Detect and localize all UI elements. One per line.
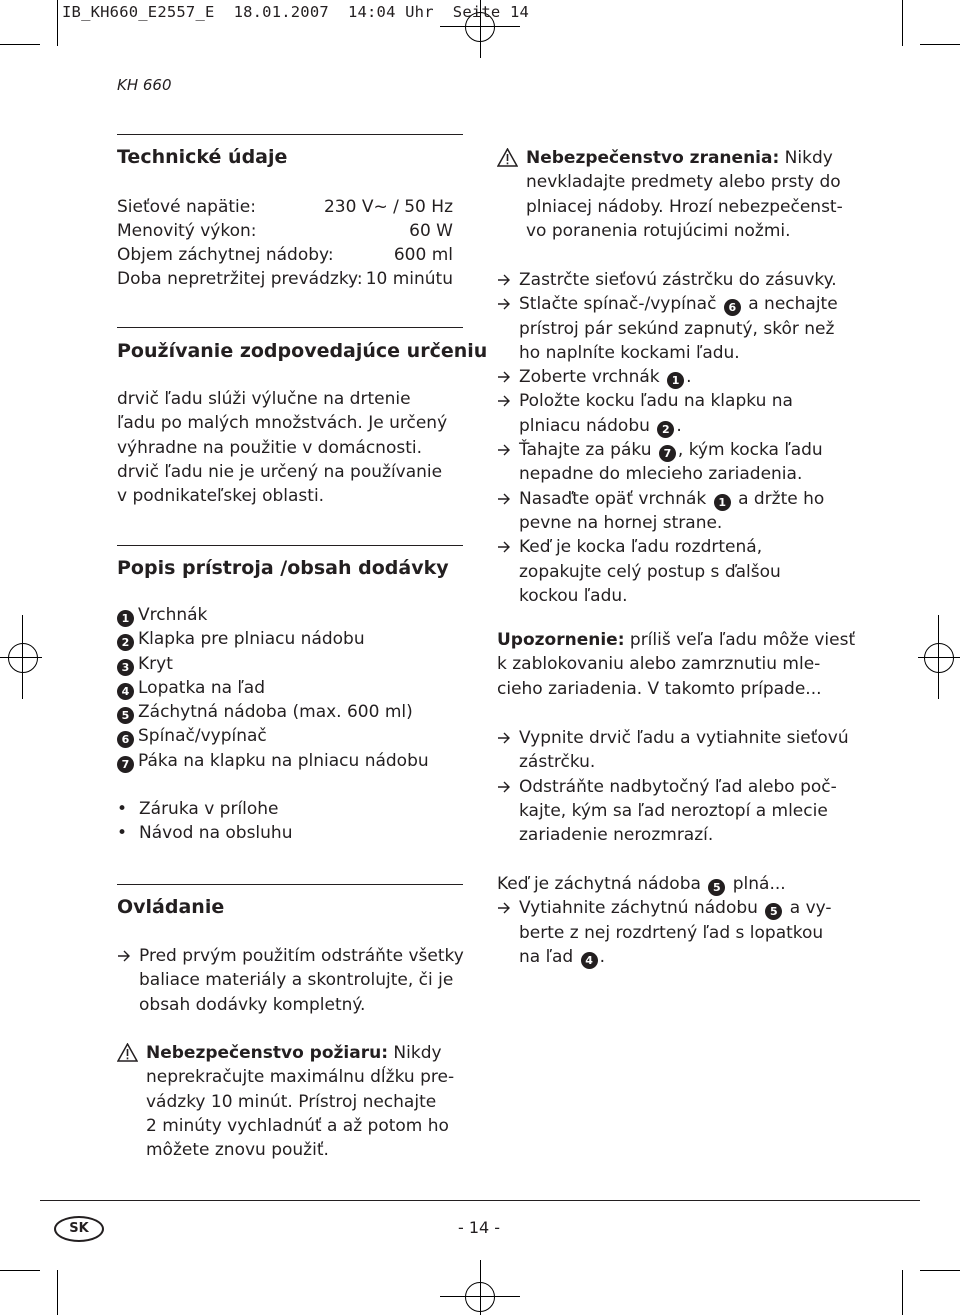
arrow-icon [497, 732, 511, 744]
arrow-icon [497, 298, 511, 310]
injury-warning: Nebezpečenstvo zranenia: Nikdy nevkladajte predmety alebo prsty do plniacej nádoby. Hrozí nebezpečenst- vo poranenia rotujúcimi nožmi. [497, 146, 857, 243]
fix-steps [497, 726, 857, 847]
number-badge: 6 [117, 731, 134, 748]
list-item: 4 Lopatka na ľad [117, 678, 429, 702]
section-rule [117, 884, 463, 885]
registration-mark-icon [924, 643, 954, 673]
section-rule [117, 545, 463, 546]
step-item: Zoberte vrchnák 1 . [497, 365, 857, 389]
arrow-icon [497, 902, 511, 914]
list-item: • Záruka v prílohe [117, 799, 292, 823]
step-item: Položte kocku ľadu na klapku na plniacu nádobu 2 . [497, 389, 857, 438]
usage-text: drvič ľadu slúži výlučne na drtenie ľadu po malých množstvách. Je určený výhradne na použitie v domácnosti. drvič ľadu nie je určený na používanie v podnikateľskej oblasti. [117, 389, 448, 507]
crop-mark [0, 1270, 40, 1271]
number-badge: 2 [117, 634, 134, 651]
footer-rule [40, 1200, 920, 1201]
step-item: Vytiahnite záchytnú nádobu 5 a vy- berte z nej rozdrtený ľad s lopatkou na ľad 4 . [497, 896, 857, 969]
number-badge: 4 [117, 683, 134, 700]
spec-row: Objem záchytnej nádoby: 600 ml [117, 245, 453, 265]
number-badge: 7 [659, 445, 676, 462]
section-title-description: Popis prístroja /obsah dodávky [117, 557, 449, 579]
step-item: Pred prvým použitím odstráňte všetky baliace materiály a skontrolujte, či je obsah dodávky kompletný. [117, 944, 467, 1017]
usage-steps [497, 268, 857, 608]
crop-mark [902, 0, 903, 46]
arrow-icon [497, 781, 511, 793]
number-badge: 1 [117, 610, 134, 627]
crop-mark [440, 26, 520, 27]
list-item: 5 Záchytná nádoba (max. 600 ml) [117, 702, 429, 726]
list-item: 3 Kryt [117, 654, 429, 678]
arrow-icon [117, 950, 131, 962]
crop-mark [920, 44, 960, 45]
section-title-usage: Používanie zodpovedajúce určeniu [117, 340, 488, 362]
arrow-icon [497, 395, 511, 407]
arrow-icon [497, 274, 511, 286]
step-item: Nasaďte opäť vrchnák 1 a držte ho pevne na hornej strane. [497, 487, 857, 536]
section-title-tech: Technické údaje [117, 146, 288, 168]
crop-mark [57, 1270, 58, 1315]
model-name: KH 660 [117, 76, 172, 94]
step-item: Zastrčte sieťovú zástrčku do zásuvky. [497, 268, 857, 292]
registration-mark-icon [465, 1282, 495, 1312]
list-item: • Návod na obsluhu [117, 823, 292, 847]
step-item: Keď je kocka ľadu rozdrtená, zopakujte celý postup s ďalšou kockou ľadu. [497, 535, 857, 608]
section-rule [117, 327, 463, 328]
full-container-section: Keď je záchytná nádoba 5 plná... Vytiahnite záchytnú nádobu 5 a vy- berte z nej rozdrtený ľad s lopatkou na ľad 4 . [497, 872, 857, 969]
number-badge: 4 [581, 952, 598, 969]
arrow-icon [497, 541, 511, 553]
section-rule [117, 134, 463, 135]
spec-row: Sieťové napätie: 230 V~ / 50 Hz [117, 197, 453, 217]
note-paragraph: Upozornenie: príliš veľa ľadu môže viesť k zablokovaniu alebo zamrznutiu mle- cieho zariadenia. V takomto prípade... [497, 630, 856, 699]
crop-mark [440, 1296, 520, 1297]
arrow-icon [497, 493, 511, 505]
list-item: 6 Spínač/vypínač [117, 726, 429, 750]
number-badge: 7 [117, 756, 134, 773]
number-badge: 1 [714, 494, 731, 511]
list-item: 1 Vrchnák [117, 605, 429, 629]
print-file-header: IB_KH660_E2557_E 18.01.2007 14:04 Uhr Seite 14 [62, 3, 530, 21]
crop-mark [920, 1270, 960, 1271]
number-badge: 2 [657, 421, 674, 438]
step-item: Ťahajte za páku 7 , kým kocka ľadu nepadne do mlecieho zariadenia. [497, 438, 857, 487]
warning-icon [497, 148, 518, 167]
fire-warning: Nebezpečenstvo požiaru: Nikdy neprekračujte maximálnu dĺžku pre- vádzky 10 minút. Prístroj nechajte 2 minúty vychladnúť a až potom ho môžete znovu použiť. [117, 1041, 467, 1162]
warning-icon [117, 1043, 138, 1062]
spec-row: Menovitý výkon: 60 W [117, 221, 453, 241]
spec-table [117, 195, 453, 291]
number-badge: 3 [117, 659, 134, 676]
crop-mark [0, 44, 40, 45]
crop-mark [57, 0, 58, 46]
spec-row: Doba nepretržitej prevádzky: 10 minútu [117, 269, 453, 289]
number-badge: 1 [667, 372, 684, 389]
page-number: - 14 - [458, 1218, 501, 1237]
number-badge: 6 [724, 299, 741, 316]
number-badge: 5 [708, 879, 725, 896]
extras-list [117, 799, 292, 848]
parts-list [117, 605, 429, 775]
crop-mark [902, 1270, 903, 1315]
number-badge: 5 [117, 707, 134, 724]
step-item: Odstráňte nadbytočný ľad alebo poč- kajte, kým sa ľad neroztopí a mlecie zariadenie nerozmrazí. [497, 775, 857, 848]
language-badge: SK [54, 1216, 104, 1242]
arrow-icon [497, 371, 511, 383]
step-item: Vypnite drvič ľadu a vytiahnite sieťovú zástrčku. [497, 726, 857, 775]
arrow-icon [497, 444, 511, 456]
section-title-operation: Ovládanie [117, 896, 225, 918]
operation-steps [117, 944, 467, 1017]
number-badge: 5 [765, 903, 782, 920]
list-item: 7 Páka na klapku na plniacu nádobu [117, 751, 429, 775]
registration-mark-icon [8, 643, 38, 673]
step-item: Stlačte spínač-/vypínač 6 a nechajte prístroj pár sekúnd zapnutý, skôr než ho naplníte kockami ľadu. [497, 292, 857, 365]
list-item: 2 Klapka pre plniacu nádobu [117, 629, 429, 653]
